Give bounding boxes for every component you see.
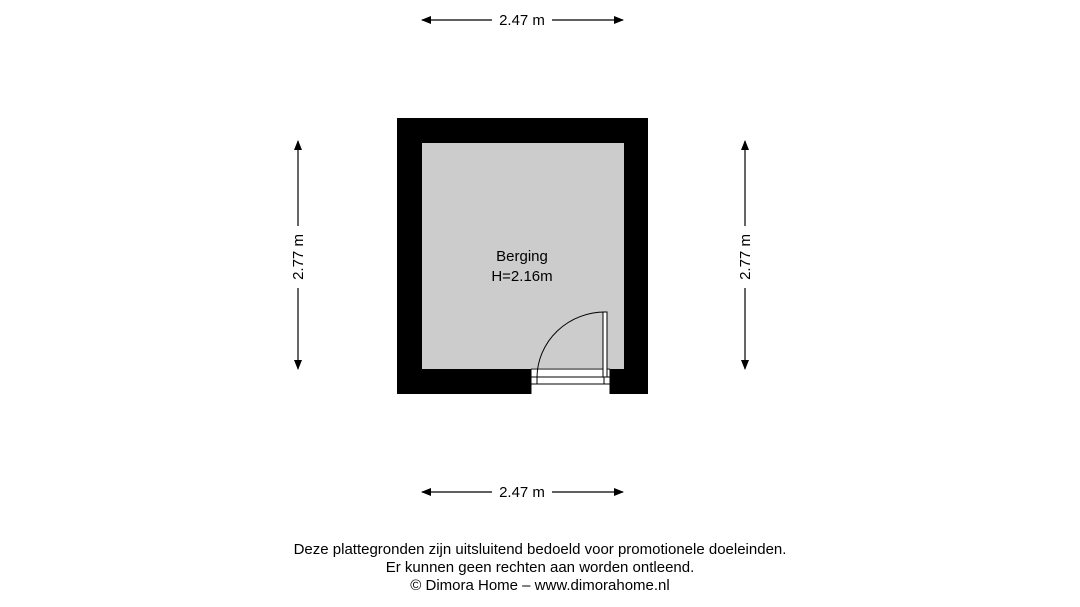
dimension-right bbox=[737, 141, 754, 369]
dimension-bottom-label: 2.47 m bbox=[499, 484, 545, 501]
disclaimer-line-2: Er kunnen geen rechten aan worden ontleend. bbox=[385, 559, 695, 576]
room-name: Berging bbox=[496, 248, 548, 265]
dimension-top bbox=[422, 12, 623, 29]
disclaimer bbox=[0, 541, 1080, 595]
disclaimer-line-1: Deze plattegronden zijn uitsluitend bedoeld voor promotionele doeleinden. bbox=[293, 541, 787, 558]
dimension-bottom bbox=[422, 484, 623, 501]
dimension-right-label: 2.77 m bbox=[737, 234, 754, 280]
door-leaf bbox=[603, 312, 607, 377]
dimension-top-label: 2.47 m bbox=[499, 12, 545, 29]
dimension-left-label: 2.77 m bbox=[290, 234, 307, 280]
dimension-left bbox=[290, 141, 307, 369]
room-height: H=2.16m bbox=[491, 268, 553, 285]
disclaimer-line-3: © Dimora Home – www.dimorahome.nl bbox=[410, 577, 670, 594]
